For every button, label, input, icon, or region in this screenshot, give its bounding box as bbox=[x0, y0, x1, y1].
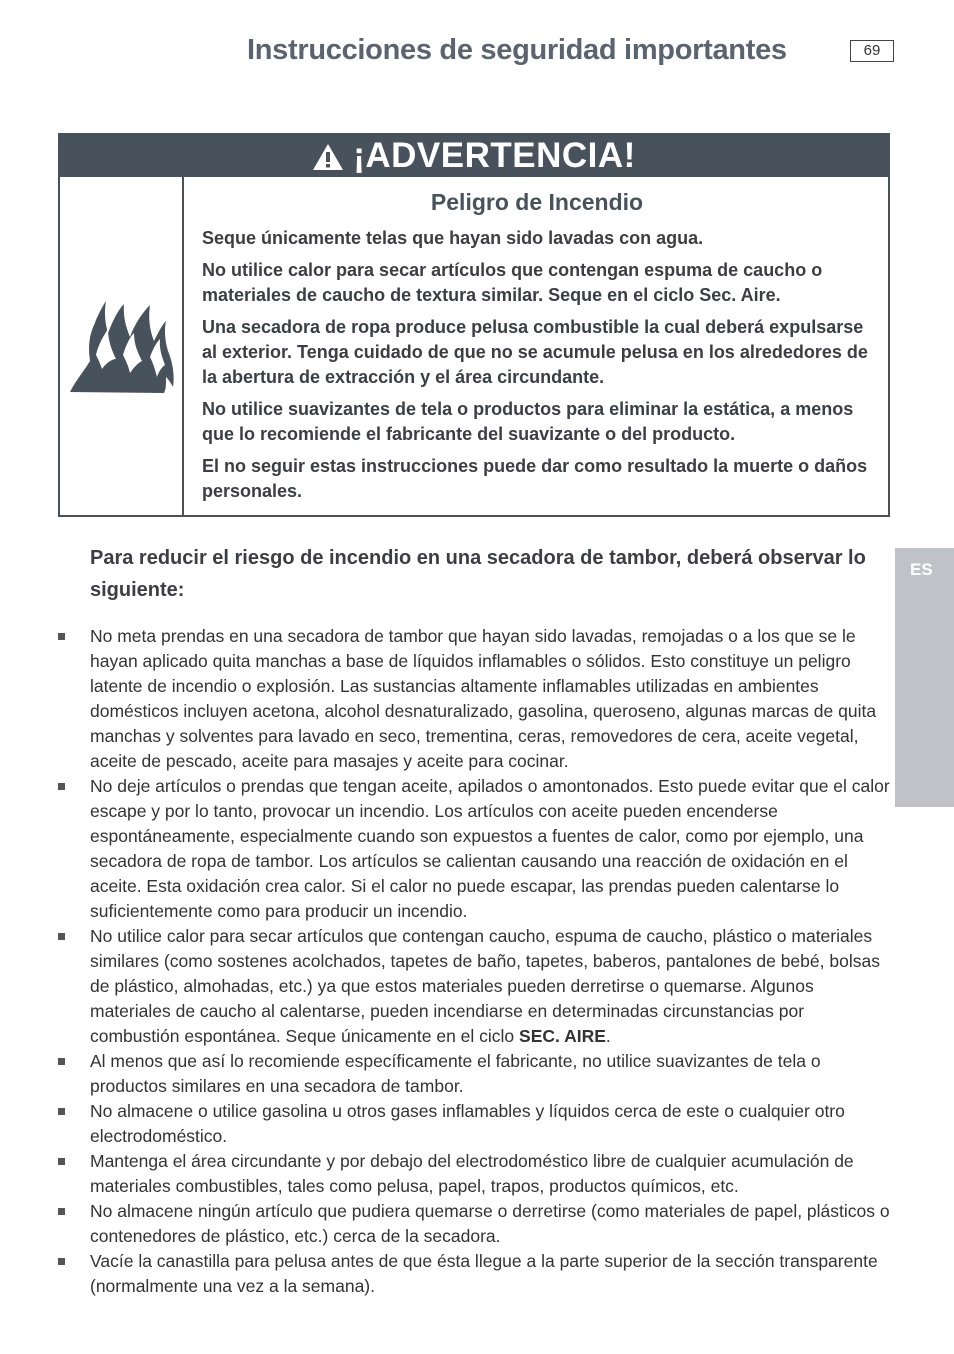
list-item bbox=[90, 1199, 890, 1249]
page-title: Instrucciones de seguridad importantes bbox=[247, 34, 787, 66]
list-item-text: No utilice calor para secar artículos que contengan caucho, espuma de caucho, plástico o materiales similares (como sostenes acolchados, tapetes de baño, tapetes, baberos, pantalones de bebé, bolsas de plástico, almohadas, etc.) ya que estos materiales pueden derretirse o quemarse. Algunos materiales de caucho al calentarse, pueden incendiarse en determinadas circunstancias por combustión espontánea. Seque únicamente en el ciclo bbox=[90, 926, 880, 1046]
list-item bbox=[90, 924, 890, 1049]
list-item-text: No meta prendas en una secadora de tambor que hayan sido lavadas, remojadas o a los que se le hayan aplicado quita manchas a base de líquidos inflamables o sólidos. Esto constituye un peligro latente de incendio o explosión. Las sustancias altamente inflamables utilizadas en ambientes domésticos incluyen acetona, alcohol desnaturalizado, gasolina, queroseno, algunas marcas de quita manchas y solventes para lavado en seco, trementina, ceras, removedores de cera, aceite vegetal, aceite de pescado, aceite para masajes y aceite para cocinar. bbox=[90, 626, 877, 771]
warning-paragraph: No utilice suavizantes de tela o productos para eliminar la estática, a menos que lo recomiende el fabricante del suavizante o del producto. bbox=[202, 399, 854, 444]
list-item bbox=[90, 774, 890, 924]
warning-box bbox=[58, 133, 890, 517]
warning-paragraph: No utilice calor para secar artículos que contengan espuma de caucho o materiales de caucho de textura similar. Seque en el ciclo Sec. Aire. bbox=[202, 260, 823, 305]
language-tab bbox=[895, 548, 954, 807]
list-item bbox=[90, 1049, 890, 1099]
bullet-icon bbox=[58, 1058, 65, 1065]
list-item-emphasis: SEC. AIRE bbox=[519, 1026, 606, 1046]
section-intro: Para reducir el riesgo de incendio en una secadora de tambor, deberá observar lo siguiente: bbox=[90, 547, 866, 601]
bullet-icon bbox=[58, 783, 65, 790]
warning-heading: ¡ADVERTENCIA! bbox=[353, 136, 636, 175]
list-item-text: No almacene o utilice gasolina u otros gases inflamables y líquidos cerca de este o cualquier otro electrodoméstico. bbox=[90, 1101, 845, 1146]
safety-list bbox=[90, 624, 890, 1299]
list-item-text: Mantenga el área circundante y por debajo del electrodoméstico libre de cualquier acumulación de materiales combustibles, tales como pelusa, papel, trapos, productos químicos, etc. bbox=[90, 1151, 854, 1196]
list-item bbox=[90, 1249, 890, 1299]
warning-subtitle: Peligro de Incendio bbox=[430, 189, 644, 215]
bullet-icon bbox=[58, 1258, 65, 1265]
warning-paragraph: Una secadora de ropa produce pelusa combustible la cual deberá expulsarse al exterior. Tenga cuidado de que no se acumule pelusa en los alrededores de la abertura de extracción y el área circundante. bbox=[202, 317, 868, 387]
bullet-icon bbox=[58, 933, 65, 940]
list-item-text-end: . bbox=[605, 1026, 611, 1046]
list-item bbox=[90, 1149, 890, 1199]
page-number: 69 bbox=[850, 40, 894, 62]
bullet-icon bbox=[58, 1208, 65, 1215]
fire-icon bbox=[68, 295, 178, 395]
warning-paragraph: El no seguir estas instrucciones puede dar como resultado la muerte o daños personales. bbox=[202, 456, 868, 501]
warning-paragraph: Seque únicamente telas que hayan sido lavadas con agua. bbox=[202, 228, 704, 248]
bullet-icon bbox=[58, 1158, 65, 1165]
hazard-icon-cell bbox=[60, 177, 184, 515]
list-item bbox=[90, 624, 890, 774]
list-item-text: Vacíe la canastilla para pelusa antes de que ésta llegue a la parte superior de la sección transparente (normalmente una vez a la semana). bbox=[90, 1251, 878, 1296]
list-item-text: No deje artículos o prendas que tengan aceite, apilados o amontonados. Esto puede evitar que el calor escape y por lo tanto, provocar un incendio. Los artículos con aceite pueden encenderse espontáneamente, especialmente cuando son expuestos a fuentes de calor, como por ejemplo, una secadora de ropa de tambor. Los artículos se calientan causando una reacción de oxidación en el aceite. Esta oxidación crea calor. Si el calor no puede escapar, las prendas pueden calentarse lo suficientemente como para producir un incendio. bbox=[90, 776, 890, 921]
list-item-text: Al menos que así lo recomiende específicamente el fabricante, no utilice suavizantes de tela o productos similares en una secadora de tambor. bbox=[90, 1051, 821, 1096]
bullet-icon bbox=[58, 633, 65, 640]
list-item-text: No almacene ningún artículo que pudiera quemarse o derretirse (como materiales de papel, plásticos o contenedores de plástico, etc.) cerca de la secadora. bbox=[90, 1201, 890, 1246]
language-tab-label: ES bbox=[910, 560, 933, 579]
warning-header bbox=[60, 135, 888, 177]
warning-text bbox=[202, 189, 872, 511]
list-item bbox=[90, 1099, 890, 1149]
bullet-icon bbox=[58, 1108, 65, 1115]
warning-triangle-icon bbox=[312, 143, 344, 171]
